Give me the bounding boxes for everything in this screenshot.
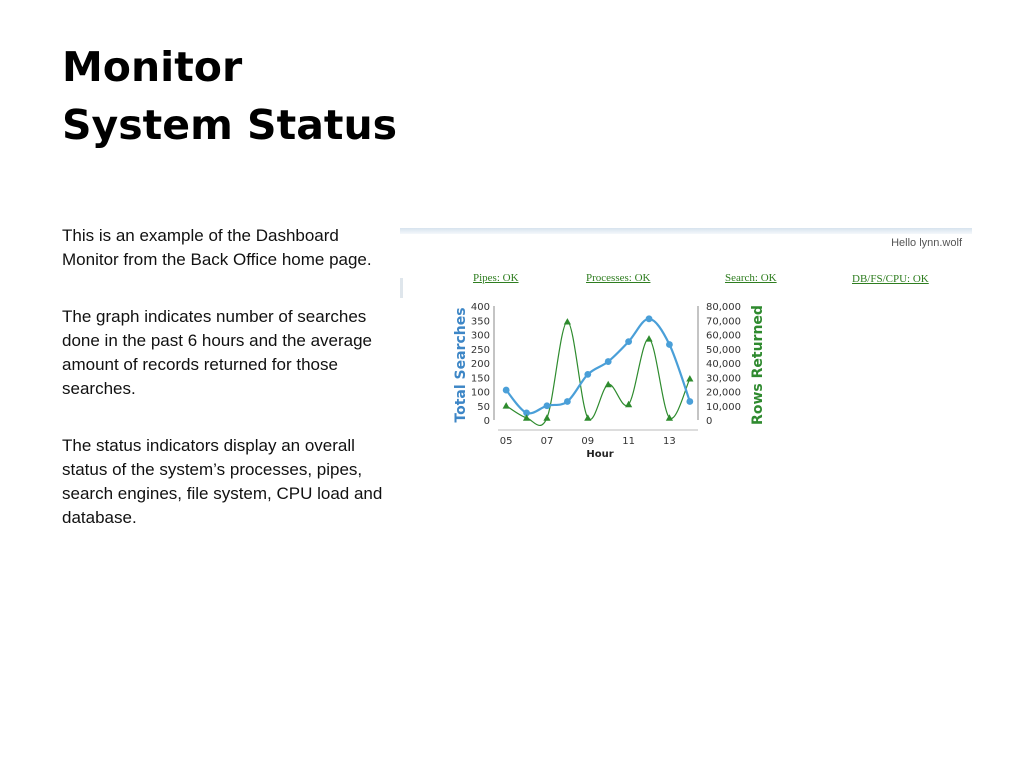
searches-rows-chart xyxy=(450,298,780,463)
x-tick-label: 05 xyxy=(499,436,513,447)
data-point-rows-returned xyxy=(584,414,591,420)
data-point-rows-returned xyxy=(543,414,550,420)
y-tick-label-right: 80,000 xyxy=(706,302,741,313)
data-point-rows-returned xyxy=(605,381,612,387)
dashboard-left-edge xyxy=(400,278,403,298)
x-tick-label: 13 xyxy=(663,436,676,447)
y-tick-label-right: 50,000 xyxy=(706,344,741,356)
y-tick-label-left: 100 xyxy=(470,387,490,399)
slide-title xyxy=(62,38,397,154)
dashboard-header-bar xyxy=(400,228,972,234)
y-tick-label-left: 350 xyxy=(470,316,490,328)
x-tick-label: 11 xyxy=(622,436,635,447)
data-point-total-searches xyxy=(503,387,510,394)
y-axis-title-right: Rows Returned xyxy=(750,305,766,425)
status-search-link[interactable]: Search: OK xyxy=(725,272,777,284)
data-point-total-searches xyxy=(564,398,571,405)
data-point-total-searches xyxy=(584,371,591,378)
slide-title-line1: Monitor xyxy=(62,43,243,91)
x-tick-label: 07 xyxy=(540,436,554,447)
y-tick-label-right: 70,000 xyxy=(706,316,741,328)
y-tick-label-right: 20,000 xyxy=(706,387,741,399)
status-dbfs-cpu-link[interactable]: DB/FS/CPU: OK xyxy=(852,273,929,285)
user-greeting: Hello lynn.wolf xyxy=(891,237,962,249)
y-tick-label-left: 150 xyxy=(470,373,490,385)
y-axis-title-left: Total Searches xyxy=(453,307,469,423)
data-point-total-searches xyxy=(686,398,693,405)
series-line-rows-returned xyxy=(506,322,690,426)
y-tick-label-left: 0 xyxy=(483,416,490,427)
body-paragraph-3: The status indicators display an overall status of the system’s processes, pipes, search engines, file system, CPU load and database. xyxy=(62,436,383,527)
data-point-rows-returned xyxy=(686,375,693,381)
y-tick-label-right: 0 xyxy=(706,416,713,427)
data-point-total-searches xyxy=(625,338,632,345)
series-line-total-searches xyxy=(506,319,690,414)
status-processes-link[interactable]: Processes: OK xyxy=(586,272,651,284)
data-point-total-searches xyxy=(646,315,653,322)
status-pipes-link[interactable]: Pipes: OK xyxy=(473,272,519,284)
y-tick-label-right: 40,000 xyxy=(706,359,741,370)
y-tick-label-left: 300 xyxy=(470,330,490,342)
slide-body xyxy=(62,224,392,563)
data-point-rows-returned xyxy=(645,335,652,341)
body-paragraph-2: The graph indicates number of searches done in the past 6 hours and the average amount of records returned for those searches. xyxy=(62,307,373,398)
data-point-total-searches xyxy=(544,402,551,409)
data-point-rows-returned xyxy=(503,402,510,408)
x-tick-label: 09 xyxy=(581,436,595,447)
y-tick-label-right: 60,000 xyxy=(706,330,741,342)
y-tick-label-left: 400 xyxy=(470,302,490,313)
data-point-total-searches xyxy=(605,358,612,365)
y-tick-label-right: 30,000 xyxy=(706,373,741,385)
x-axis-title: Hour xyxy=(586,449,614,460)
y-tick-label-left: 50 xyxy=(477,401,490,413)
y-tick-label-left: 250 xyxy=(470,344,490,356)
data-point-rows-returned xyxy=(564,318,571,324)
body-paragraph-1: This is an example of the Dashboard Monitor from the Back Office home page. xyxy=(62,226,372,269)
data-point-rows-returned xyxy=(666,414,673,420)
y-tick-label-right: 10,000 xyxy=(706,401,741,413)
data-point-total-searches xyxy=(666,341,673,348)
slide-title-line2: System Status xyxy=(62,101,398,149)
data-point-rows-returned xyxy=(625,401,632,407)
y-tick-label-left: 200 xyxy=(470,359,490,370)
